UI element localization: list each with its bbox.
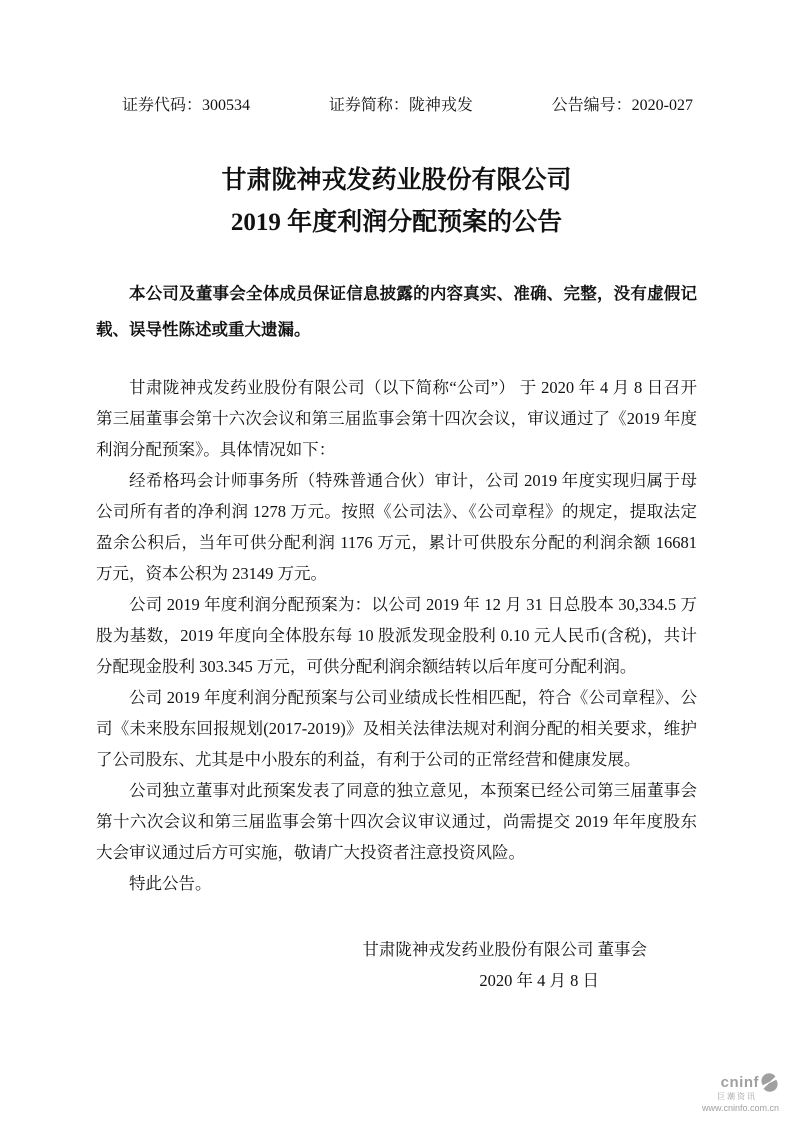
stock-code: 证券代码：300534 — [122, 97, 251, 114]
cninfo-chinese-name: 巨潮资讯 — [717, 1092, 757, 1102]
stock-short-name: 证券简称：陇神戎发 — [328, 97, 473, 114]
cninfo-watermark — [702, 1073, 779, 1114]
disclosure-notice: 本公司及董事会全体成员保证信息披露的内容真实、准确、完整，没有虚假记载、误导性陈述或重大遗漏。 — [96, 285, 697, 339]
body-paragraph: 公司 2019 年度利润分配预案与公司业绩成长性相匹配，符合《公司章程》、公司《未来股东回报规划(2017-2019)》及相关法律法规对利润分配的相关要求，维护了公司股东、尤其是中小股东的利益，有利于公司的正常经营和健康发展。 — [96, 688, 697, 769]
cninfo-logo-row — [702, 1073, 779, 1092]
announcement-number: 公告编号：2020-027 — [551, 97, 693, 114]
signature-block — [96, 934, 697, 996]
body-paragraph-closing: 特此公告。 — [129, 874, 212, 893]
signature-company: 甘肃陇神戎发药业股份有限公司 董事会 — [362, 940, 647, 959]
body-paragraph: 公司 2019 年度利润分配预案为：以公司 2019 年 12 月 31 日总股本 30,334.5 万股为基数，2019 年度向全体股东每 10 股派发现金股利 0.10 元人民币(含税)，共计分配现金股利 303.345 万元，可供分配利润余额结转以后年度可分配利润。 — [96, 595, 697, 676]
announcement-title-line: 2019 年度利润分配预案的公告 — [230, 209, 563, 236]
document-title — [96, 160, 697, 244]
securities-header-row — [96, 96, 697, 116]
cninfo-url: www.cninfo.com.cn — [701, 1103, 779, 1114]
body-paragraph: 公司独立董事对此预案发表了同意的独立意见，本预案已经公司第三届董事会第十六次会议和第三届监事会第十四次会议审议通过，尚需提交 2019 年年度股东大会审议通过后方可实施，敬请广大投资者注意投资风险。 — [96, 781, 697, 862]
body-paragraph: 甘肃陇神戎发药业股份有限公司（以下简称“公司”） 于 2020 年 4 月 8 日召开第三届董事会第十六次会议和第三届监事会第十四次会议，审议通过了《2019 年度利润分配预案》。具体情况如下： — [96, 378, 697, 459]
cninfo-logo-text: cninf — [720, 1073, 759, 1091]
body-paragraph: 经希格玛会计师事务所（特殊普通合伙）审计，公司 2019 年度实现归属于母公司所有者的净利润 1278 万元。按照《公司法》、《公司章程》的规定，提取法定盈余公积后，当年可供分配利润 1176 万元，累计可供股东分配的利润余额 16681 万元，资本公积为 23149 万元。 — [96, 471, 697, 583]
company-name-title-line: 甘肃陇神戎发药业股份有限公司 — [221, 167, 572, 194]
body-paragraphs — [96, 372, 697, 899]
signature-date: 2020 年 4 月 8 日 — [479, 971, 599, 990]
cninfo-swirl-icon — [760, 1073, 779, 1092]
